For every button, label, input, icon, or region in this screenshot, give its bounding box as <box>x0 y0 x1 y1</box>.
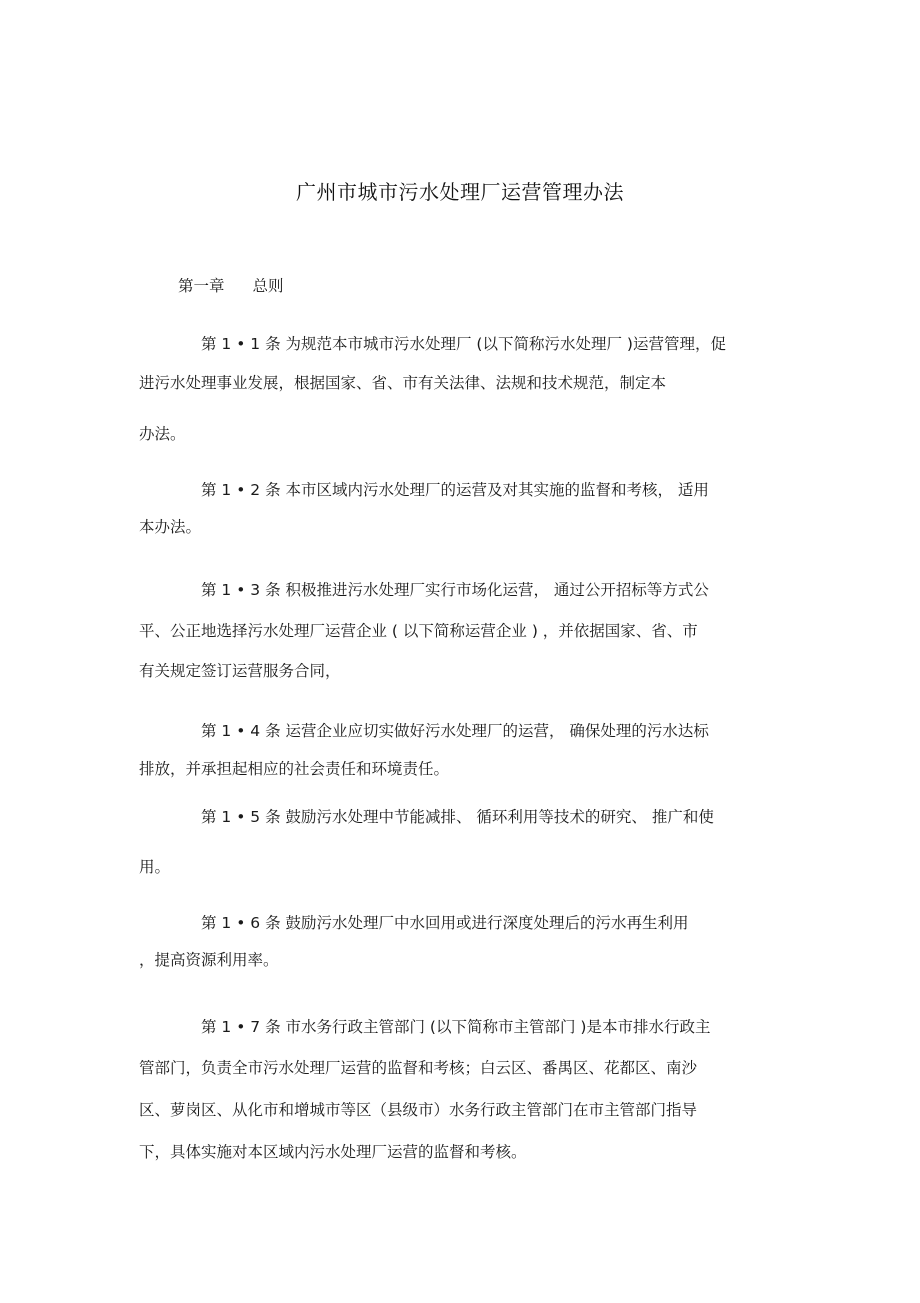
article-1-2-line-1: 第 1 • 2 条 本市区域内污水处理厂的运营及对其实施的监督和考核， 适用 <box>201 481 709 499</box>
article-1-7-line-1: 第 1 • 7 条 市水务行政主管部门 (以下简称市主管部门 )是本市排水行政主 <box>201 1018 711 1036</box>
article-1-3-line-2: 平、公正地选择污水处理厂运营企业 ( 以下简称运营企业 ) ，并依据国家、省、市 <box>139 622 698 640</box>
article-1-1-line-3: 办法。 <box>139 425 186 443</box>
article-1-3-line-3: 有关规定签订运营服务合同， <box>139 662 341 680</box>
article-1-7-line-2: 管部门，负责全市污水处理厂运营的监督和考核；白云区、番禺区、花都区、南沙 <box>139 1059 698 1077</box>
article-1-7-line-3: 区、萝岗区、从化市和增城市等区（县级市）水务行政主管部门在市主管部门指导 <box>139 1101 698 1119</box>
chapter-heading <box>178 274 284 296</box>
article-1-4-line-2: 排放，并承担起相应的社会责任和环境责任。 <box>139 760 450 778</box>
article-1-2-line-2: 本办法。 <box>139 518 202 536</box>
article-1-6-line-2: ，提高资源利用率。 <box>139 951 279 969</box>
article-1-6-line-1: 第 1 • 6 条 鼓励污水处理厂中水回用或进行深度处理后的污水再生利用 <box>201 914 689 932</box>
article-1-4-line-1: 第 1 • 4 条 运营企业应切实做好污水处理厂的运营， 确保处理的污水达标 <box>201 722 709 740</box>
chapter-name: 总则 <box>252 277 284 295</box>
article-1-1-line-1: 第 1 • 1 条 为规范本市城市污水处理厂 (以下简称污水处理厂 )运营管理，促 <box>201 335 726 353</box>
article-1-3-line-1: 第 1 • 3 条 积极推进污水处理厂实行市场化运营， 通过公开招标等方式公 <box>201 581 709 599</box>
article-1-1-line-2: 进污水处理事业发展，根据国家、省、市有关法律、法规和技术规范，制定本 <box>139 374 667 392</box>
article-1-5-line-2: 用。 <box>139 858 171 876</box>
chapter-number: 第一章 <box>178 277 225 295</box>
document-title: 广州市城市污水处理厂运营管理办法 <box>296 180 624 204</box>
article-1-5-line-1: 第 1 • 5 条 鼓励污水处理中节能减排、 循环利用等技术的研究、 推广和使 <box>201 808 714 826</box>
article-1-7-line-4: 下，具体实施对本区域内污水处理厂运营的监督和考核。 <box>139 1143 527 1161</box>
